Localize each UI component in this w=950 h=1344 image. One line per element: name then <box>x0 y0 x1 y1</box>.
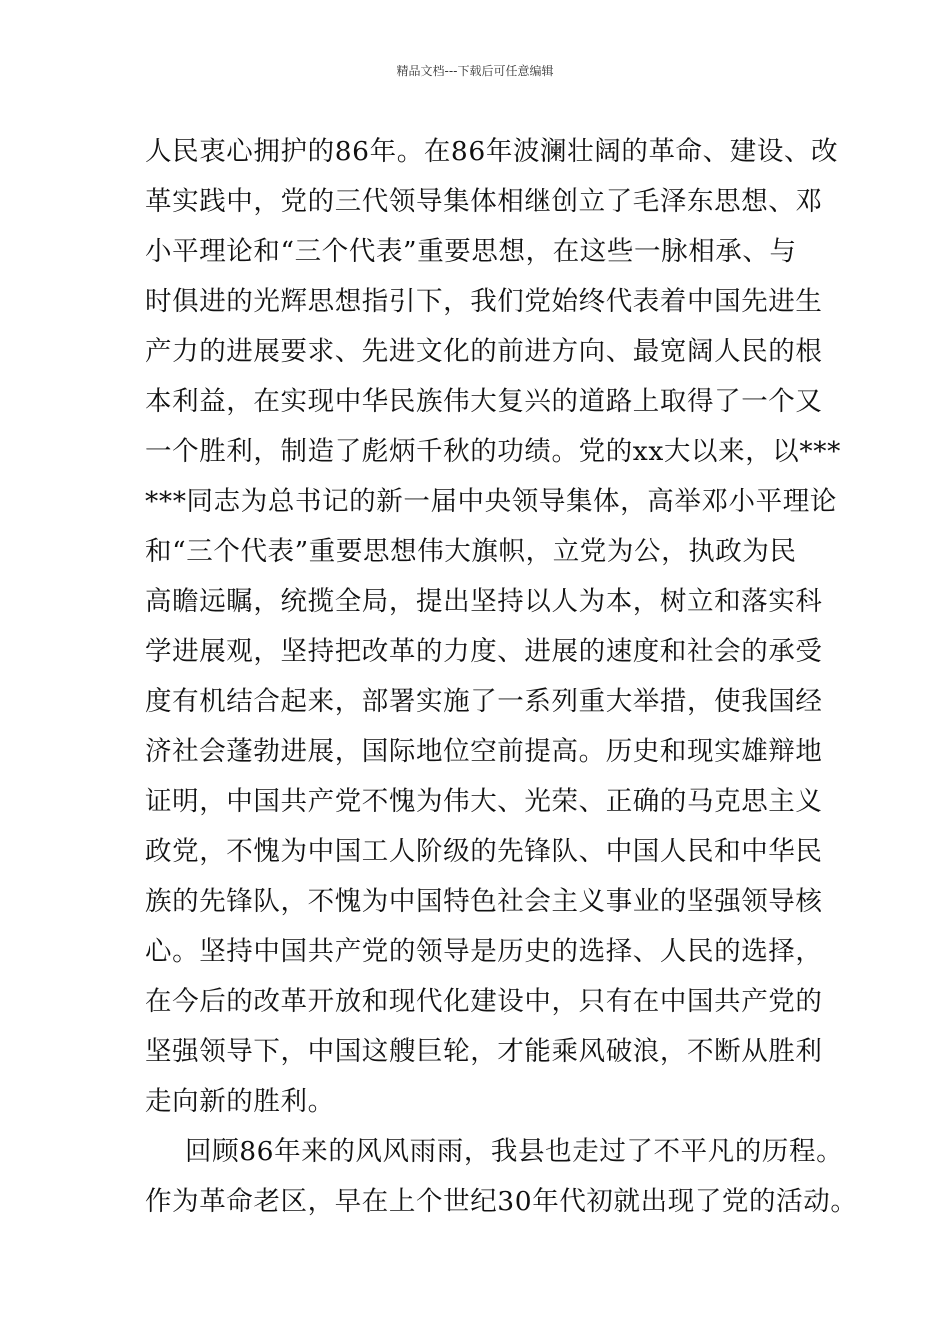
text-line: 政党，不愧为中国工人阶级的先锋队、中国人民和中华民 <box>145 836 823 867</box>
text-line: 产力的进展要求、先进文化的前进方向、最宽阔人民的根 <box>145 336 823 367</box>
page-header: 精品文档---下载后可任意编辑 <box>396 64 554 78</box>
text-line: 坚强领导下，中国这艘巨轮，才能乘风破浪，不断从胜利 <box>145 1036 823 1067</box>
text-line: 度有机结合起来，部署实施了一系列重大举措，使我国经 <box>145 686 823 717</box>
text-line: 小平理论和“三个代表”重要思想，在这些一脉相承、与 <box>145 236 797 267</box>
text-line: 本利益，在实现中华民族伟大复兴的道路上取得了一个又 <box>145 386 823 417</box>
document-body <box>145 127 858 1227</box>
text-line: 作为革命老区，早在上个世纪30年代初就出现了党的活动。 <box>145 1186 858 1217</box>
text-line: 和“三个代表”重要思想伟大旗帜，立党为公，执政为民 <box>145 536 797 567</box>
text-line: 一个胜利，制造了彪炳千秋的功绩。党的xx大以来，以*** <box>145 436 841 467</box>
text-line: 济社会蓬勃进展，国际地位空前提高。历史和现实雄辩地 <box>145 736 823 767</box>
text-line: 走向新的胜利。 <box>145 1086 335 1117</box>
text-line: 时俱进的光辉思想指引下，我们党始终代表着中国先进生 <box>145 286 823 317</box>
paragraph-first-line: 回顾86年来的风风雨雨，我县也走过了不平凡的历程。 <box>185 1136 844 1167</box>
text-line: 族的先锋队，不愧为中国特色社会主义事业的坚强领导核 <box>145 886 823 917</box>
text-line: 心。坚持中国共产党的领导是历史的选择、人民的选择， <box>145 936 823 967</box>
text-line: 在今后的改革开放和现代化建设中，只有在中国共产党的 <box>145 986 823 1017</box>
text-line: ***同志为总书记的新一届中央领导集体，高举邓小平理论 <box>145 486 837 517</box>
text-line: 证明，中国共产党不愧为伟大、光荣、正确的马克思主义 <box>145 786 823 817</box>
text-line: 人民衷心拥护的86年。在86年波澜壮阔的革命、建设、改 <box>145 136 839 167</box>
text-line: 高瞻远瞩，统揽全局，提出坚持以人为本，树立和落实科 <box>145 586 823 617</box>
text-line: 革实践中，党的三代领导集体相继创立了毛泽东思想、邓 <box>145 186 823 217</box>
text-line: 学进展观，坚持把改革的力度、进展的速度和社会的承受 <box>145 636 823 667</box>
